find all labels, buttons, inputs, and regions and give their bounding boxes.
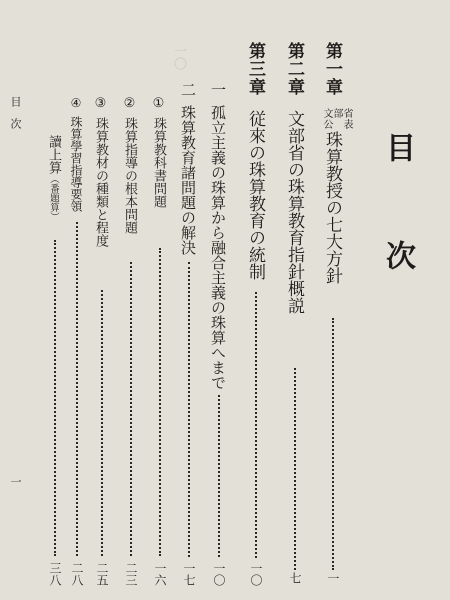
section-title: 孤立主義の珠算から融合主義の珠算へまで bbox=[209, 105, 227, 390]
chapter-3 bbox=[246, 42, 263, 280]
item-title: 讀上算 bbox=[46, 135, 61, 174]
item-note: （番題算） bbox=[48, 174, 59, 222]
subsection-title: 珠算學習指導要領 bbox=[69, 116, 83, 212]
chapter-1 bbox=[322, 42, 354, 284]
page-number: 三八 bbox=[48, 562, 62, 586]
item-yomiage-zan bbox=[47, 135, 60, 222]
leader-dots bbox=[54, 240, 56, 556]
subsection-1 bbox=[152, 96, 165, 208]
page-number: 一六 bbox=[153, 562, 167, 586]
leader-dots bbox=[218, 395, 220, 557]
toc-title: 目 次 bbox=[380, 132, 415, 294]
subsection-number: ① bbox=[151, 96, 166, 111]
page-number: 二三 bbox=[124, 562, 138, 586]
section-number: 一 bbox=[209, 82, 227, 97]
subsection-number: ② bbox=[122, 96, 137, 111]
running-header: 目 次 bbox=[9, 96, 22, 129]
page-number: 七 bbox=[288, 572, 302, 584]
subsection-2 bbox=[123, 96, 136, 234]
leader-dots bbox=[294, 368, 296, 570]
subsection-3 bbox=[94, 96, 107, 247]
subsection-number: ③ bbox=[93, 96, 108, 111]
page-number: 一 bbox=[326, 572, 340, 584]
bleed-through-text: 一〇 bbox=[171, 44, 186, 70]
subsection-title: 珠算指導の根本問題 bbox=[122, 117, 137, 234]
subsection-4 bbox=[70, 96, 82, 212]
section-number: 二 bbox=[179, 82, 197, 97]
leader-dots bbox=[188, 262, 190, 557]
section-1 bbox=[210, 82, 225, 390]
leader-dots bbox=[130, 262, 132, 556]
publisher-note: 文部省 公 表 bbox=[323, 109, 354, 131]
page-number: 二八 bbox=[70, 562, 84, 586]
subsection-title: 珠算教材の種類と程度 bbox=[93, 117, 108, 247]
chapter-title: 従來の珠算教育の統制 bbox=[245, 110, 265, 280]
chapter-number: 第一章 bbox=[322, 42, 342, 96]
leader-dots bbox=[101, 290, 103, 556]
leader-dots bbox=[159, 248, 161, 556]
page-number: 一〇 bbox=[212, 562, 226, 586]
leader-dots bbox=[76, 222, 78, 556]
page-number: 二五 bbox=[95, 562, 109, 586]
chapter-2 bbox=[285, 42, 302, 314]
chapter-title: 珠算教授の七大方針 bbox=[322, 131, 342, 284]
subsection-title: 珠算教科書問題 bbox=[151, 117, 166, 208]
page-number: 一七 bbox=[182, 562, 196, 586]
chapter-number: 第二章 bbox=[284, 42, 304, 96]
leader-dots bbox=[255, 292, 257, 558]
section-title: 珠算教育諸問題の解決 bbox=[179, 105, 197, 255]
subsection-number: ④ bbox=[69, 96, 83, 110]
page-folio: 一 bbox=[9, 476, 22, 487]
chapter-number: 第三章 bbox=[245, 42, 265, 96]
leader-dots bbox=[332, 318, 334, 570]
chapter-title: 文部省の珠算教育指針概説 bbox=[284, 110, 304, 314]
section-2 bbox=[180, 82, 195, 255]
page-number: 一〇 bbox=[249, 562, 263, 586]
